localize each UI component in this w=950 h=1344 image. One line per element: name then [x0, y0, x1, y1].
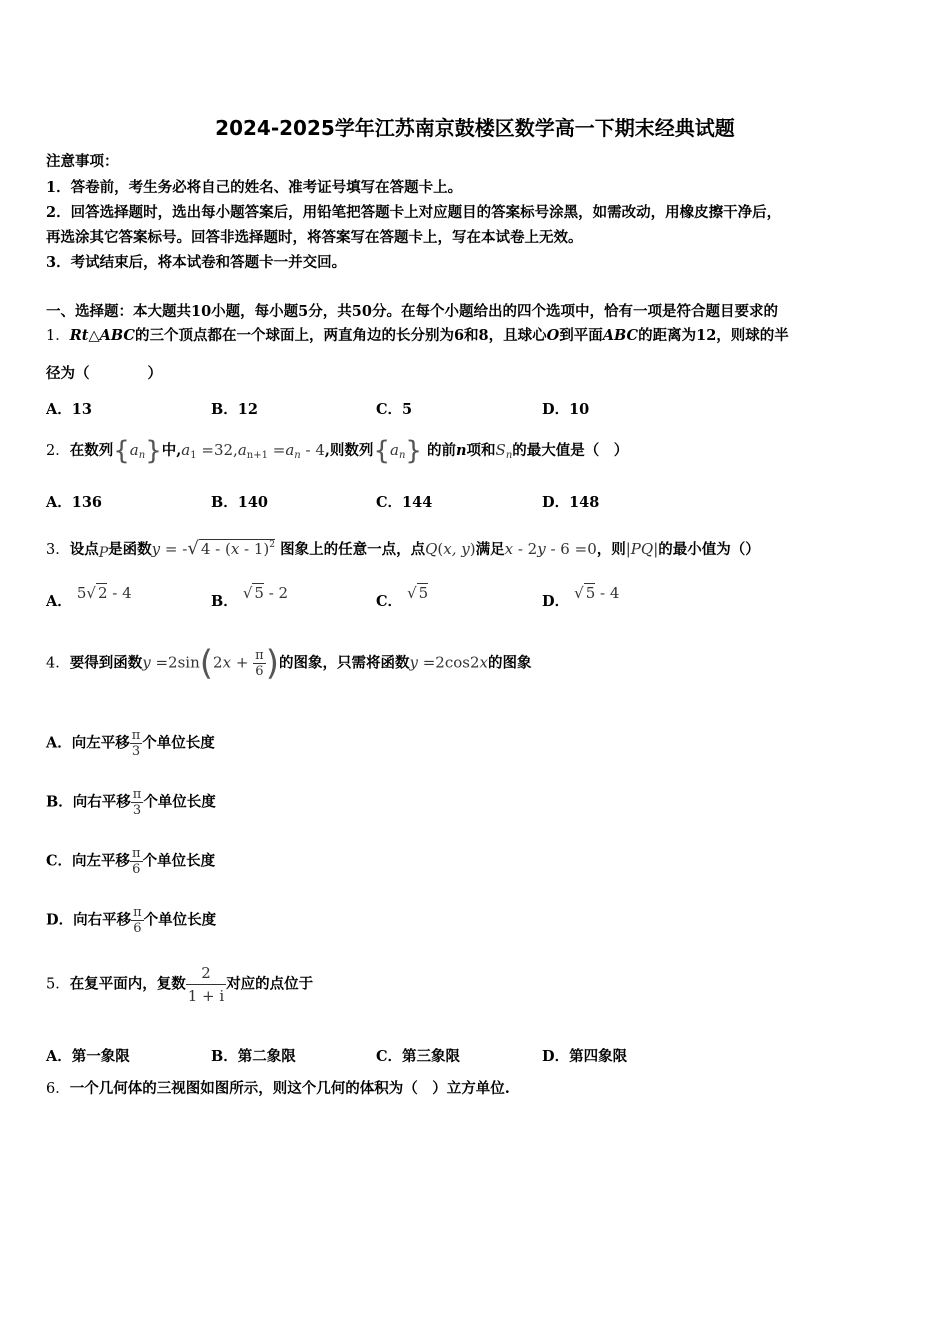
math: 5 [254, 584, 264, 602]
question-text: 是函数 [108, 541, 152, 558]
option-a[interactable]: A．13 [46, 401, 92, 418]
question-text: 在数列 [69, 442, 114, 459]
question-text: 满足 [475, 541, 505, 558]
var-n: n [456, 442, 467, 459]
seq-sub: n [398, 450, 406, 461]
option-label: C． [376, 593, 403, 610]
notice-item-1: 1．答卷前，考生务必将自己的姓名、准考证号填写在答题卡上。 [46, 179, 463, 196]
math: =2sin [150, 653, 200, 672]
option-text: C．向左平移 [46, 852, 131, 870]
fraction [130, 728, 143, 759]
question-1 [46, 326, 789, 346]
math: x [504, 540, 514, 558]
option-label: A． [46, 593, 72, 610]
math: ) [469, 540, 476, 558]
option-text: A．向左平移 [46, 734, 130, 752]
math: - 2 [263, 584, 289, 602]
question-2: 2．在数列$\{a_n\}$中$,a_1 =32,a_{n+1} =a_n - 4$,则数列$\{a_n\}$ 的前n项和$S_n$的最大值是（ ） [46, 436, 629, 466]
question-text: 的三个顶点都在一个球面上，两直角边的长分别为6和8，且球心 [134, 327, 547, 344]
math: =32, [196, 441, 238, 459]
option-text: 个单位长度 [142, 734, 215, 752]
denominator: 3 [131, 744, 141, 759]
option-b[interactable]: B．12 [211, 401, 258, 418]
question-text: ,则数列 [324, 442, 374, 459]
math: a [285, 441, 295, 459]
question-number: 2． [46, 443, 70, 459]
option-c[interactable]: C．5 [376, 401, 413, 418]
question-1-cont: 径为（ ） [46, 365, 162, 382]
math: PQ [630, 540, 654, 558]
math: - 1) [239, 540, 270, 558]
question-6 [46, 1079, 510, 1099]
math: a [181, 441, 191, 459]
option-c[interactable] [46, 846, 215, 877]
math: = - [160, 540, 188, 558]
question-text: 在复平面内，复数 [69, 975, 186, 993]
denominator: 1 + i [187, 987, 225, 1005]
question-number: 3． [46, 542, 70, 558]
plane-label: ABC [602, 327, 639, 344]
math: - 4 [595, 584, 620, 602]
option-text: 个单位长度 [143, 793, 216, 811]
math: x, y [443, 540, 470, 558]
question-text: 到平面 [559, 327, 603, 344]
option-d[interactable]: D．148 [542, 494, 600, 511]
question-4: 4．要得到函数y =2sin(2x + $\frac{\pi}{6}$ )的图象，只需将函数y =2cos2x的图象 [46, 643, 532, 684]
math: 4 - ( [200, 540, 231, 558]
math: x [222, 653, 232, 672]
math: y [537, 540, 546, 558]
math: + [231, 653, 254, 672]
option-c[interactable]: C．第三象限 [376, 1048, 461, 1065]
denominator: 6 [133, 921, 142, 936]
math: 5 [585, 584, 596, 602]
option-b[interactable]: B．第二象限 [211, 1048, 296, 1065]
numerator: π [132, 787, 142, 802]
option-text: B．向右平移 [46, 793, 131, 811]
math: y [142, 653, 151, 672]
fraction [130, 846, 143, 877]
numerator: π [133, 905, 142, 920]
math-sub: n+1 [246, 450, 268, 461]
question-text: 图象上的任意一点，点 [280, 541, 426, 558]
question-text: 的前 [427, 442, 456, 459]
fraction [131, 787, 144, 818]
option-label: D． [542, 593, 570, 610]
math: 5 [76, 584, 87, 602]
math: - 4 [300, 441, 325, 459]
denominator: 6 [255, 664, 264, 679]
question-text: 中, [161, 442, 182, 459]
fraction [131, 905, 144, 936]
math: y [409, 653, 418, 672]
question-3: 3．设点P是函数y = -√ 4 - (x - 1)$^2$ 图象上的任意一点，点Q(x, y)满足x - 2y - 6 =0，则|PQ|的最小值为（） [46, 538, 760, 561]
option-a[interactable]: A．第一象限 [46, 1048, 130, 1065]
math: y [151, 540, 161, 558]
option-a[interactable]: A．136 [46, 494, 103, 511]
question-text: 的最小值为（） [658, 541, 760, 558]
math: a [237, 441, 247, 459]
sum-sub: n [505, 450, 513, 461]
triangle-label: Rt△ABC [69, 327, 135, 344]
question-text: ，则 [596, 541, 626, 558]
math: x [479, 653, 488, 672]
numerator: π [131, 728, 141, 743]
math: x [230, 540, 240, 558]
notice-item-2: 2．回答选择题时，选出每小题答案后，用铅笔把答题卡上对应题目的答案标号涂黑，如需改动，用橡皮擦干净后， [46, 204, 782, 221]
point-p: P [98, 545, 109, 561]
question-text: 项和 [466, 442, 496, 459]
seq-var: a [389, 441, 399, 459]
notice-item-2-cont: 再选涂其它答案标号。回答非选择题时，将答案写在答题卡上，写在本试卷上无效。 [46, 229, 583, 246]
option-label: B． [211, 593, 238, 610]
fraction [253, 648, 266, 679]
option-d[interactable]: D．10 [542, 401, 590, 418]
math: - 2 [513, 540, 538, 558]
math: - 6 =0 [545, 540, 597, 558]
math: - 4 [107, 584, 132, 602]
option-d[interactable]: D．第四象限 [542, 1048, 628, 1065]
question-number: 1． [46, 328, 70, 344]
option-a[interactable] [46, 728, 215, 759]
math: ( [437, 540, 444, 558]
option-c[interactable]: C． √ 5 [376, 584, 429, 610]
math-sub: 1 [190, 450, 197, 461]
fraction [186, 962, 226, 1007]
denominator: 3 [132, 803, 142, 818]
option-text: D．向右平移 [46, 911, 132, 929]
notice-heading: 注意事项： [46, 153, 119, 170]
page-title: 2024-2025学年江苏南京鼓楼区数学高一下期末经典试题 [215, 116, 735, 140]
math: = [267, 441, 286, 459]
question-text: 的距离为12，则球的半 [638, 327, 789, 344]
question-number: 4． [46, 655, 70, 672]
question-text: 的图象，只需将函数 [278, 654, 410, 672]
math: Q [425, 540, 438, 558]
seq-sub: n [138, 450, 146, 461]
option-d[interactable]: D． √ 5 - 4 [542, 584, 620, 610]
option-a[interactable]: A． 5√ 2 - 4 [46, 584, 132, 610]
option-b[interactable]: B． √ 5 - 2 [211, 584, 289, 610]
option-text: 个单位长度 [143, 911, 217, 929]
math: 2 [213, 653, 223, 672]
math-sup: 2 [269, 540, 276, 550]
question-text: 一个几何体的三视图如图所示，则这个几何的体积为（ ）立方单位. [69, 1080, 510, 1097]
option-c[interactable]: C．144 [376, 494, 433, 511]
question-text: 要得到函数 [69, 654, 143, 672]
question-5 [46, 962, 313, 1007]
math: 2 [97, 584, 108, 602]
section-heading: 一、选择题：本大题共10小题，每小题5分，共50分。在每个小题给出的四个选项中，恰有一项是符合题目要求的 [46, 303, 778, 320]
math: 5 [418, 584, 429, 602]
question-text: 对应的点位于 [226, 975, 314, 993]
math: =2cos2 [417, 653, 480, 672]
numerator: π [255, 648, 264, 663]
option-b[interactable]: B．140 [211, 494, 269, 511]
math-sub: n [294, 450, 301, 461]
option-b[interactable] [46, 787, 216, 818]
point-o: O [546, 327, 560, 344]
option-d[interactable] [46, 905, 216, 936]
question-number: 5． [46, 976, 70, 993]
numerator: 2 [186, 962, 226, 985]
sum-var: S [495, 441, 506, 459]
question-text: 的图象 [487, 654, 532, 672]
notice-item-3: 3．考试结束后，将本试卷和答题卡一并交回。 [46, 254, 347, 271]
question-number: 6． [46, 1081, 70, 1097]
option-text: 个单位长度 [142, 852, 216, 870]
question-text: 设点 [69, 541, 99, 558]
seq-var: a [129, 441, 139, 459]
question-text: 的最大值是（ ） [512, 442, 629, 459]
numerator: π [132, 846, 141, 861]
denominator: 6 [132, 862, 141, 877]
